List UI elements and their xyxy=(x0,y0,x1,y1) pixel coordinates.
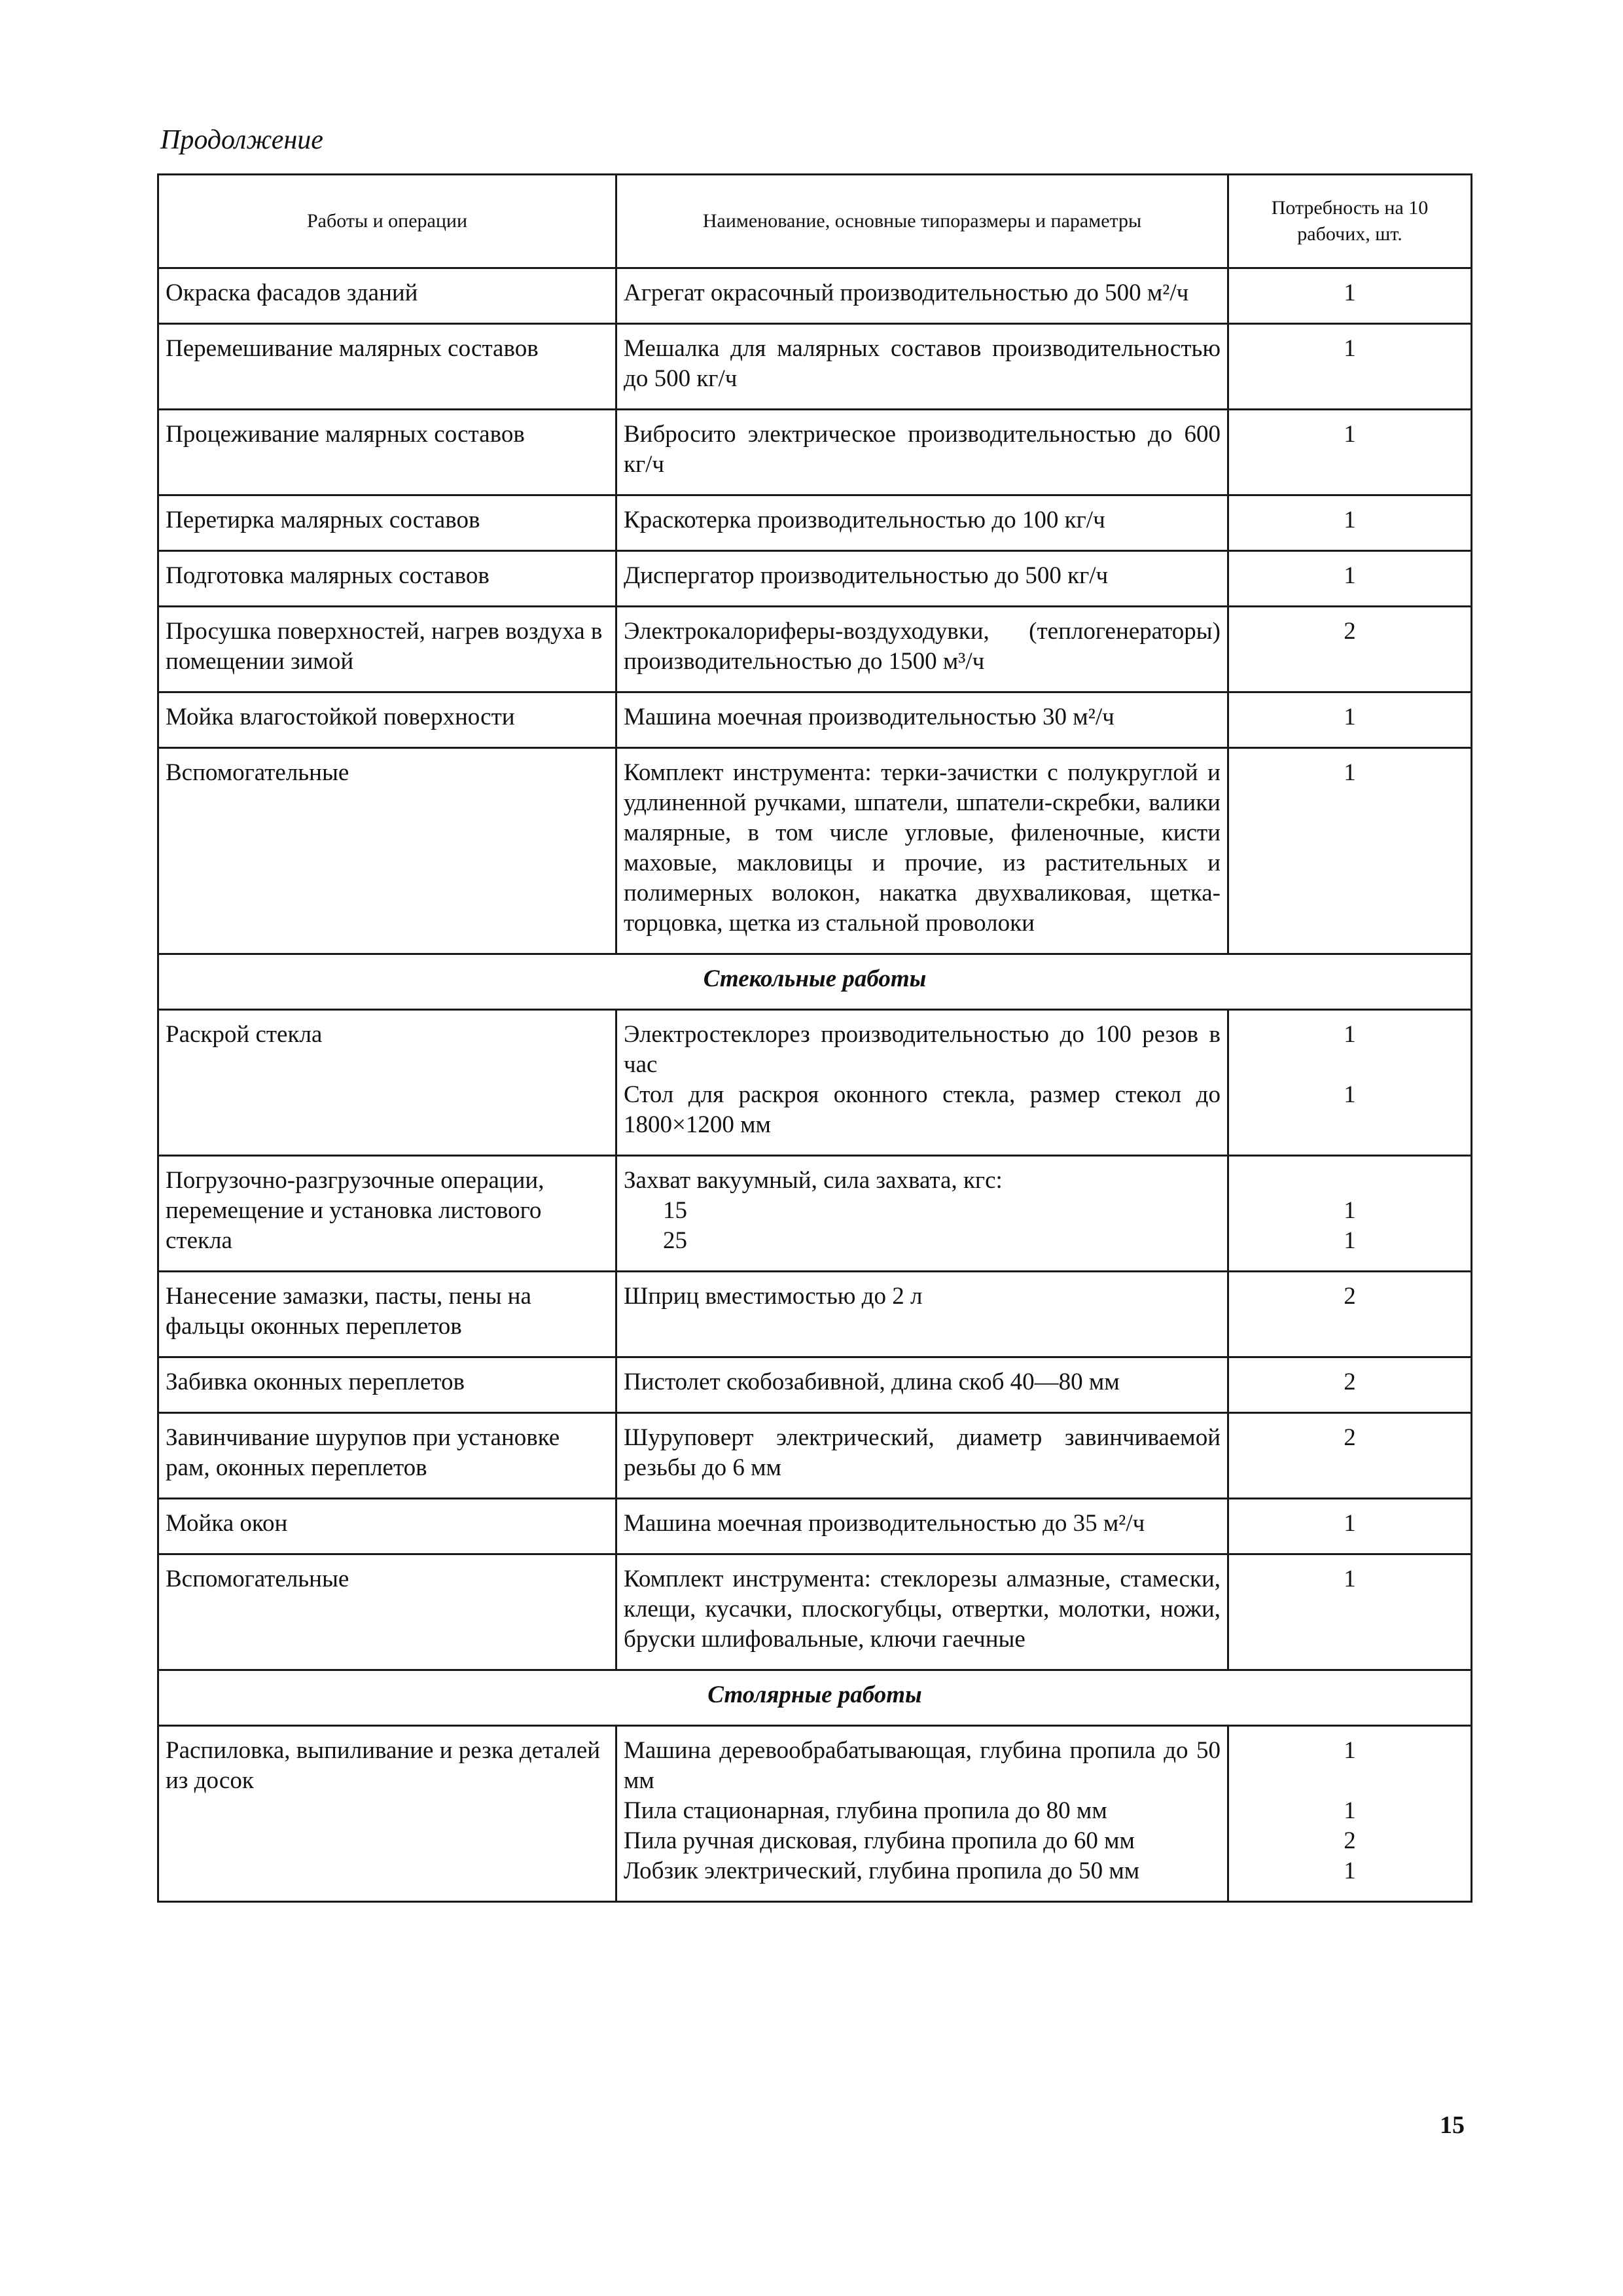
equipment-cell xyxy=(616,1726,1228,1902)
quantity-cell: 1 xyxy=(1228,495,1472,551)
equipment-line: Электростеклорез производительностью до 100 резов в час xyxy=(624,1021,1221,1078)
table-row xyxy=(158,1726,1472,1902)
quantity-line: 1 xyxy=(1344,1227,1356,1254)
operation-cell: Забивка оконных переплетов xyxy=(158,1357,616,1413)
quantity-cell: 1 xyxy=(1228,551,1472,607)
equipment-value: 15 xyxy=(663,1197,687,1224)
table-row xyxy=(158,748,1472,954)
quantity-line: 1 xyxy=(1344,1021,1356,1048)
table-row xyxy=(158,495,1472,551)
table-row xyxy=(158,1010,1472,1156)
table-header-row xyxy=(158,175,1472,268)
section-row xyxy=(158,954,1472,1010)
table-row xyxy=(158,1499,1472,1554)
quantity-cell: 2 xyxy=(1228,1413,1472,1499)
quantity-line: 1 xyxy=(1344,1197,1356,1224)
equipment-line: Лобзик электрический, глубина пропила до 50 мм xyxy=(624,1857,1140,1884)
column-header-quantity: Потребность на 10 рабочих, шт. xyxy=(1228,175,1472,268)
continuation-label: Продолжение xyxy=(160,125,323,155)
table-row xyxy=(158,551,1472,607)
quantity-cell: 1 xyxy=(1228,1554,1472,1670)
quantity-cell: 2 xyxy=(1228,607,1472,692)
operation-cell: Мойка влагостойкой поверхности xyxy=(158,692,616,748)
equipment-cell: Агрегат окрасочный производительностью до 500 м²/ч xyxy=(616,268,1228,324)
equipment-cell: Краскотерка производительностью до 100 кг/ч xyxy=(616,495,1228,551)
equipment-cell: Комплект инструмента: стеклорезы алмазные, стамески, клещи, кусачки, плоскогубцы, отвертки, молотки, ножи, бруски шлифовальные, ключи гаечные xyxy=(616,1554,1228,1670)
section-title-carpentry: Столярные работы xyxy=(158,1670,1472,1726)
table-row xyxy=(158,410,1472,495)
equipment-cell: Пистолет скобозабивной, длина скоб 40—80 мм xyxy=(616,1357,1228,1413)
equipment-cell xyxy=(616,1010,1228,1156)
operation-cell: Окраска фасадов зданий xyxy=(158,268,616,324)
glass-section xyxy=(158,954,1472,1272)
column-header-equipment: Наименование, основные типоразмеры и параметры xyxy=(616,175,1228,268)
quantity-cell: 1 xyxy=(1228,410,1472,495)
operation-cell: Погрузочно-разгрузочные операции, перемещение и установка листового стекла xyxy=(158,1156,616,1272)
table-row xyxy=(158,1413,1472,1499)
equipment-cell: Вибросито электрическое производительностью до 600 кг/ч xyxy=(616,410,1228,495)
operation-cell: Подготовка малярных составов xyxy=(158,551,616,607)
glass-rows xyxy=(158,1272,1472,1670)
equipment-line: Стол для раскроя оконного стекла, размер стекол до 1800×1200 мм xyxy=(624,1081,1221,1138)
quantity-line: 1 xyxy=(1344,1857,1356,1884)
equipment-value: 25 xyxy=(663,1227,687,1254)
equipment-line: Пила стационарная, глубина пропила до 80 мм xyxy=(624,1797,1107,1824)
section-row xyxy=(158,1670,1472,1726)
operation-cell: Нанесение замазки, пасты, пены на фальцы оконных переплетов xyxy=(158,1272,616,1357)
equipment-line: Машина деревообрабатывающая, глубина пропила до 50 мм xyxy=(624,1737,1221,1794)
quantity-cell xyxy=(1228,1010,1472,1156)
quantity-cell xyxy=(1228,1156,1472,1272)
equipment-cell: Диспергатор производительностью до 500 кг/ч xyxy=(616,551,1228,607)
equipment-cell: Машина моечная производительностью 30 м²/ч xyxy=(616,692,1228,748)
column-header-operations: Работы и операции xyxy=(158,175,616,268)
operation-cell: Завинчивание шурупов при установке рам, оконных переплетов xyxy=(158,1413,616,1499)
equipment-line: Захват вакуумный, сила захвата, кгс: xyxy=(624,1167,1003,1194)
table-row xyxy=(158,268,1472,324)
equipment-line: Пила ручная дисковая, глубина пропила до 60 мм xyxy=(624,1827,1135,1854)
operation-cell: Раскрой стекла xyxy=(158,1010,616,1156)
quantity-line: 1 xyxy=(1344,1081,1356,1108)
operation-cell: Перетирка малярных составов xyxy=(158,495,616,551)
quantity-cell xyxy=(1228,1726,1472,1902)
table-row xyxy=(158,607,1472,692)
operation-cell: Перемешивание малярных составов xyxy=(158,324,616,410)
table-row xyxy=(158,1357,1472,1413)
quantity-cell: 2 xyxy=(1228,1272,1472,1357)
quantity-cell: 1 xyxy=(1228,268,1472,324)
table-row xyxy=(158,1272,1472,1357)
equipment-cell: Электрокалориферы-воздуходувки, (теплогенераторы) производительностью до 1500 м³/ч xyxy=(616,607,1228,692)
table-row xyxy=(158,1156,1472,1272)
quantity-cell: 2 xyxy=(1228,1357,1472,1413)
quantity-cell: 1 xyxy=(1228,692,1472,748)
quantity-cell: 1 xyxy=(1228,324,1472,410)
equipment-cell: Шприц вместимостью до 2 л xyxy=(616,1272,1228,1357)
operation-cell: Вспомогательные xyxy=(158,748,616,954)
quantity-line: 1 xyxy=(1344,1737,1356,1764)
quantity-cell: 1 xyxy=(1228,1499,1472,1554)
table-row xyxy=(158,692,1472,748)
operation-cell: Просушка поверхностей, нагрев воздуха в помещении зимой xyxy=(158,607,616,692)
section-title-glass: Стекольные работы xyxy=(158,954,1472,1010)
quantity-line: 2 xyxy=(1344,1827,1356,1854)
carpentry-section xyxy=(158,1670,1472,1902)
operation-cell: Мойка окон xyxy=(158,1499,616,1554)
quantity-cell: 1 xyxy=(1228,748,1472,954)
equipment-cell: Машина моечная производительностью до 35 м²/ч xyxy=(616,1499,1228,1554)
quantity-line: 1 xyxy=(1344,1797,1356,1824)
table-row xyxy=(158,1554,1472,1670)
equipment-table xyxy=(157,173,1472,1903)
operation-cell: Распиловка, выпиливание и резка деталей из досок xyxy=(158,1726,616,1902)
painting-rows xyxy=(158,268,1472,954)
table-row xyxy=(158,324,1472,410)
equipment-cell: Комплект инструмента: терки-зачистки с полукруглой и удлиненной ручками, шпатели, шпатели-скребки, валики малярные, в том числе угловые, филеночные, кисти маховые, макловицы и прочие, из растительных и полимерных волокон, накатка двухваликовая, щетка-торцовка, щетка из стальной проволоки xyxy=(616,748,1228,954)
equipment-cell xyxy=(616,1156,1228,1272)
equipment-cell: Шуруповерт электрический, диаметр завинчиваемой резьбы до 6 мм xyxy=(616,1413,1228,1499)
operation-cell: Вспомогательные xyxy=(158,1554,616,1670)
operation-cell: Процеживание малярных составов xyxy=(158,410,616,495)
equipment-cell: Мешалка для малярных составов производительностью до 500 кг/ч xyxy=(616,324,1228,410)
page-number: 15 xyxy=(1440,2111,1465,2139)
